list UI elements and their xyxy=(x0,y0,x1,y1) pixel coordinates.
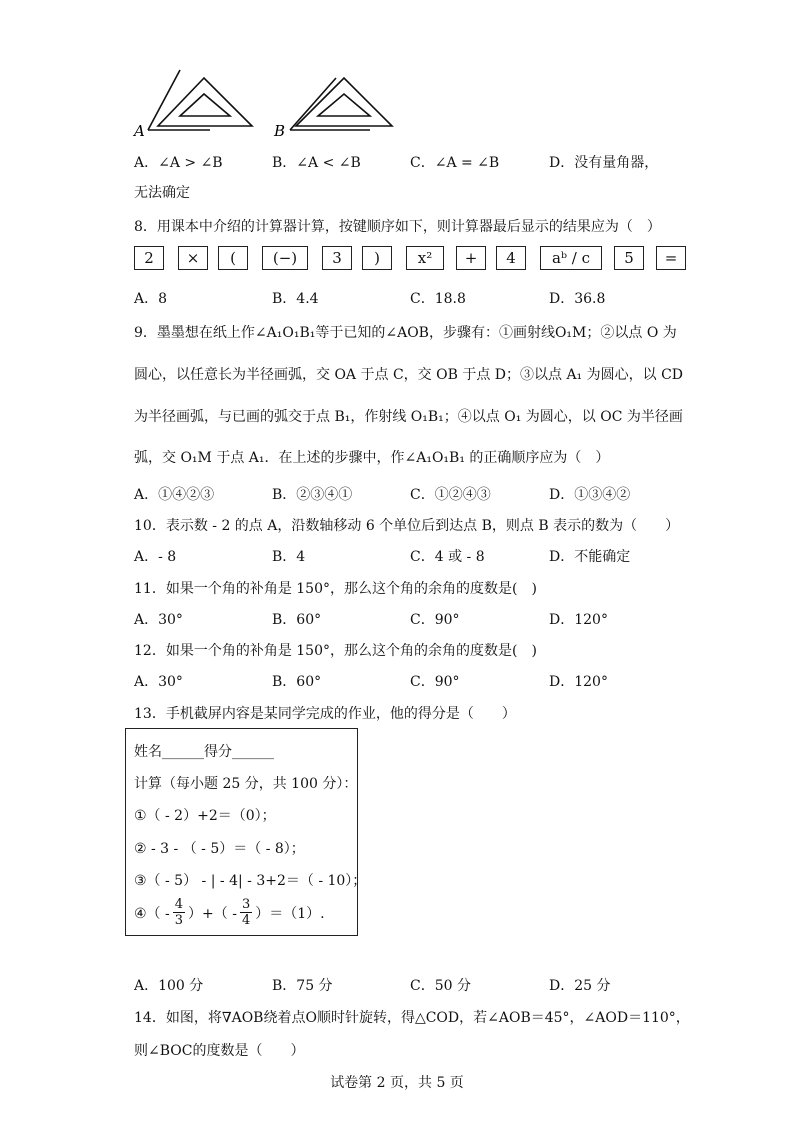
page-footer: 试卷第 2 页，共 5 页 xyxy=(330,1075,464,1091)
q7-option-a: A．∠A > ∠B xyxy=(134,155,223,171)
homework-item-3: ③（ - 5） - | - 4| - 3+2＝（ - 10）； xyxy=(134,873,367,889)
q11-option-c: C．90° xyxy=(410,612,460,628)
fraction-numerator: 4 xyxy=(174,897,184,912)
q12-option-c: C．90° xyxy=(410,674,460,690)
q7-option-b: B．∠A < ∠B xyxy=(272,155,361,171)
q9-option-b: B．②③④① xyxy=(272,487,353,503)
q13-stem: 13．手机截屏内容是某同学完成的作业，他的得分是（ ） xyxy=(134,706,516,722)
q9-line-3: 为半径画弧，与已画的弧交于点 B₁，作射线 O₁B₁；④以点 O₁ 为圆心，以 OC 为半径画 xyxy=(134,409,683,425)
item-4-suffix: ）＝（1）. xyxy=(255,905,325,922)
homework-item-4 xyxy=(134,897,325,928)
q7-option-d: D．没有量角器， xyxy=(549,155,659,171)
homework-item-2: ② - 3 - （ - 5）＝（ - 8）； xyxy=(134,841,305,857)
q9-line-2: 圆心，以任意长为半径画弧，交 OA 于点 C，交 OB 于点 D；③以点 A₁ 为圆心，以 CD xyxy=(134,367,683,383)
calc-key: aᵇ / c xyxy=(540,246,602,270)
q10-option-d: D．不能确定 xyxy=(549,549,631,565)
homework-item-1: ①（ - 2）+2＝（0）； xyxy=(134,808,276,824)
protractor-figure xyxy=(130,64,400,140)
q13-option-a: A．100 分 xyxy=(134,978,204,994)
fraction-numerator: 3 xyxy=(241,897,251,912)
q10-stem: 10．表示数 - 2 的点 A，沿数轴移动 6 个单位后到达点 B，则点 B 表示的数为（ ） xyxy=(134,518,680,534)
homework-screenshot-box xyxy=(125,728,367,936)
homework-instructions: 计算（每小题 25 分，共 100 分）： xyxy=(134,776,358,792)
q11-option-d: D．120° xyxy=(549,612,608,628)
q12-option-d: D．120° xyxy=(549,674,608,690)
q10-option-c: C．4 或 - 8 xyxy=(410,549,485,565)
q12-stem: 12．如果一个角的补角是 150°，那么这个角的余角的度数是( ) xyxy=(134,643,537,659)
item-4-prefix: ④（ - xyxy=(134,905,170,922)
q12-option-a: A．30° xyxy=(134,674,183,690)
calc-key: (−) xyxy=(262,246,308,270)
calc-key: 5 xyxy=(614,246,644,270)
q13-option-d: D．25 分 xyxy=(549,978,611,994)
angle-a-figure xyxy=(148,70,252,130)
q9-option-d: D．①③④② xyxy=(549,487,631,503)
q10-option-a: A．- 8 xyxy=(134,549,177,565)
label-a: A xyxy=(134,122,145,140)
q11-option-b: B．60° xyxy=(272,612,322,628)
q9-line-1: 9．墨墨想在纸上作∠A₁O₁B₁等于已知的∠AOB，步骤有：①画射线O₁M；②以点 O 为 xyxy=(134,325,677,341)
calc-key: ( xyxy=(218,246,248,270)
q8-option-c: C．18.8 xyxy=(410,291,466,307)
q9-option-a: A．①④②③ xyxy=(134,487,215,503)
homework-name-score: 姓名______得分______ xyxy=(134,744,274,760)
q9-option-c: C．①②④③ xyxy=(410,487,491,503)
q10-option-b: B．4 xyxy=(272,549,306,565)
calc-key: = xyxy=(656,246,686,270)
angle-b-figure xyxy=(290,78,392,130)
q11-option-a: A．30° xyxy=(134,612,183,628)
fraction-denominator: 3 xyxy=(174,913,184,928)
q8-option-d: D．36.8 xyxy=(549,291,606,307)
calc-key: 2 xyxy=(134,246,164,270)
q12-option-b: B．60° xyxy=(272,674,322,690)
calc-key: 4 xyxy=(496,246,526,270)
q14-line-1: 14．如图，将∇AOB绕着点O顺时针旋转，得△COD，若∠AOB＝45°，∠AOD＝110°， xyxy=(134,1010,690,1026)
q8-option-a: A．8 xyxy=(134,291,168,307)
q13-option-c: C．50 分 xyxy=(410,978,471,994)
q9-line-4: 弧，交 O₁M 于点 A₁．在上述的步骤中，作∠A₁O₁B₁ 的正确顺序应为（ ） xyxy=(134,450,610,466)
q7-option-c: C．∠A = ∠B xyxy=(410,155,500,171)
calc-key: + xyxy=(456,246,486,270)
q14-line-2: 则∠BOC的度数是（ ） xyxy=(134,1043,305,1059)
calc-key: ) xyxy=(362,246,392,270)
fraction-3-4 xyxy=(240,897,252,928)
calc-key: 3 xyxy=(322,246,352,270)
q11-stem: 11．如果一个角的补角是 150°，那么这个角的余角的度数是( ) xyxy=(134,581,537,597)
q13-option-b: B．75 分 xyxy=(272,978,333,994)
item-4-middle: ）+（ - xyxy=(188,905,237,922)
label-b: B xyxy=(274,122,286,140)
calc-key: x² xyxy=(406,246,444,270)
q8-stem: 8．用课本中介绍的计算器计算，按键顺序如下，则计算器最后显示的结果应为（ ） xyxy=(134,219,661,235)
q8-option-b: B．4.4 xyxy=(272,291,319,307)
q7-option-d-continued: 无法确定 xyxy=(134,185,190,201)
fraction-4-3 xyxy=(173,897,185,928)
calc-key: × xyxy=(178,246,208,270)
fraction-denominator: 4 xyxy=(241,913,251,928)
